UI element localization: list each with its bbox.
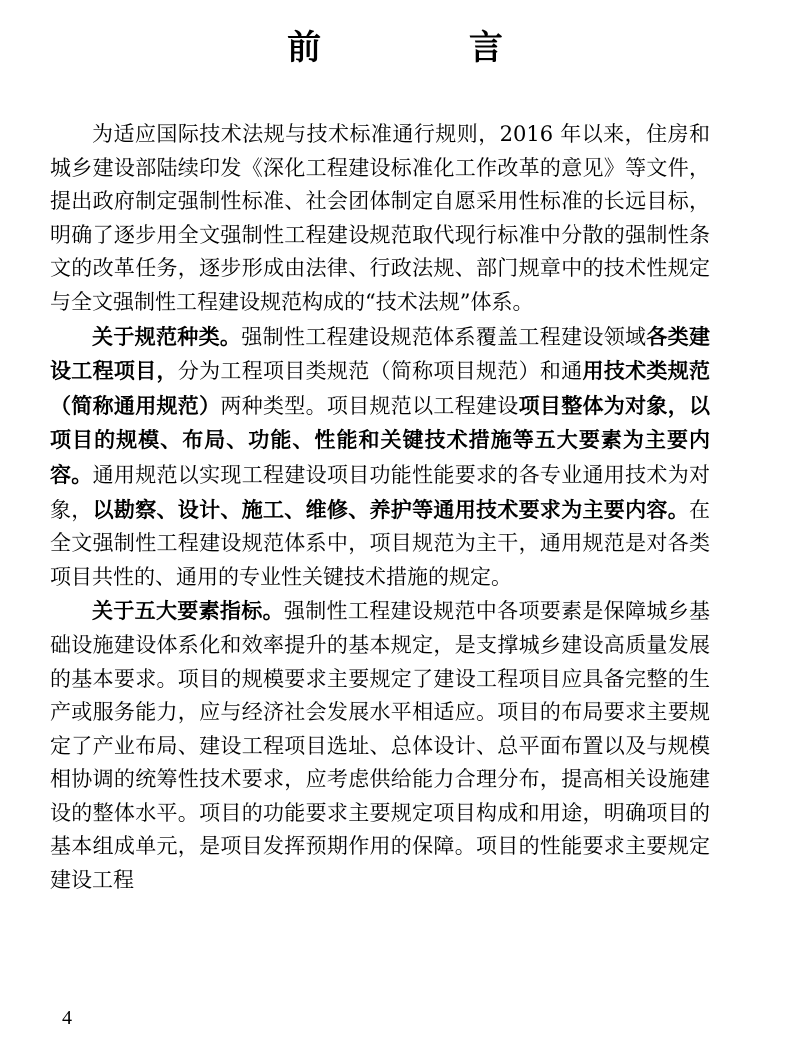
paragraph-intro — [50, 118, 710, 320]
page-number: 4 — [62, 1007, 72, 1029]
paragraph-text: 为适应国际技术法规与技术标准通行规则，2016 年以来，住房和城乡建设部陆续印发《深化工程建设标准化工作改革的意见》等文件，提出政府制定强制性标准、社会团体制定自愿采用性标准的长远目标，明确了逐步用全文强制性工程建设规范取代现行标准中分散的强制性条文的改革任务，逐步形成由法律、行政法规、部门规章中的技术性规定与全文强制性工程建设规范构成的“技术法规”体系。 — [50, 122, 710, 314]
page-title: 前 言 — [287, 28, 571, 68]
paragraph-segment-bold: 以勘察、设计、施工、维修、养护等通用技术要求为主要内容。 — [92, 496, 690, 522]
paragraph-segment: 在全文强制性工程建设规范体系中，项目规范为主干，通用规范是对各类项目共性的、通用的专业性关键技术措施的规定。 — [50, 497, 711, 589]
paragraph-five-elements — [50, 594, 710, 897]
paragraph-lead: 关于规范种类。 — [92, 323, 242, 349]
paragraph-segment-bold: 用技术类规范（简称通用规范） — [50, 358, 711, 418]
paragraph-segment: 两种类型。项目规范以工程建设 — [220, 393, 519, 418]
paragraph-lead: 关于五大要素指标。 — [92, 598, 284, 624]
paragraph-segment: 强制性工程建设规范体系覆盖工程建设领域 — [241, 324, 647, 349]
paragraph-segment-bold: 项目整体为对象，以项目的规模、布局、功能、性能和关键技术措施等五大要素为主要内容。 — [50, 392, 711, 487]
document-body — [50, 118, 710, 898]
paragraph-segment: 强制性工程建设规范中各项要素是保障城乡基础设施建设体系化和效率提升的基本规定，是支撑城乡建设高质量发展的基本要求。项目的规模要求主要规定了建设工程项目应具备完整的生产或服务能力，应与经济社会发展水平相适应。项目的布局要求主要规定了产业布局、建设工程项目选址、总体设计、总平面布置以及与规模相协调的统筹性技术要求，应考虑供给能力合理分布，提高相关设施建设的整体水平。项目的功能要求主要规定项目构成和用途，明确项目的基本组成单元，是项目发挥预期作用的保障。项目的性能要求主要规定建设工程 — [50, 599, 711, 893]
paragraph-segment: 通用规范以实现工程建设项目功能性能要求的各专业通用技术为对象， — [50, 462, 711, 522]
paragraph-segment: 分为工程项目类规范（简称项目规范）和通 — [177, 359, 583, 384]
paragraph-segment-bold: 各类建设工程项目， — [50, 323, 711, 384]
paragraph-spec-types — [50, 320, 710, 595]
